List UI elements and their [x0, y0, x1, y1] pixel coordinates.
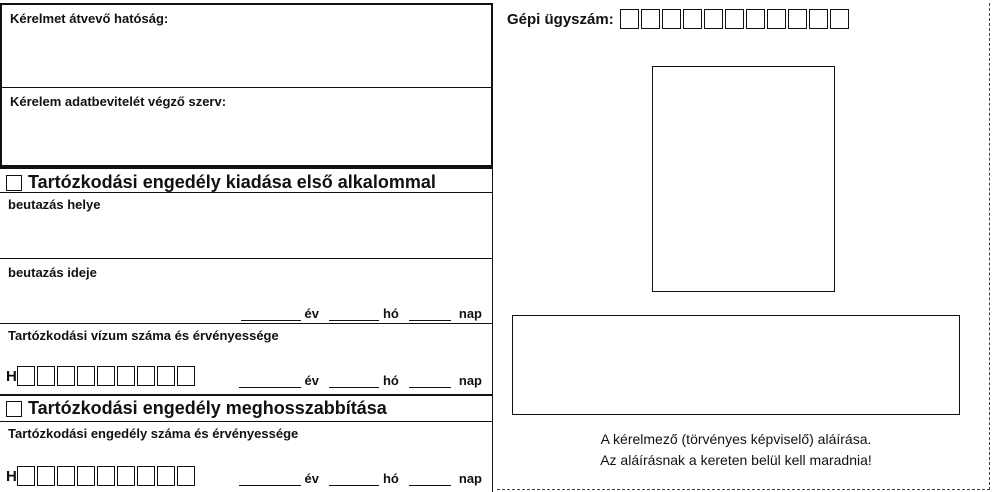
permit-month-input[interactable] — [329, 473, 379, 486]
permit-number-boxes — [6, 466, 197, 486]
visa-digit-box[interactable] — [117, 366, 135, 386]
first-issue-heading — [6, 172, 436, 193]
permit-digit-box[interactable] — [17, 466, 35, 486]
entry-place-field[interactable] — [0, 193, 493, 259]
permit-day-input[interactable] — [409, 473, 451, 486]
permit-digit-box[interactable] — [97, 466, 115, 486]
visa-digit-box[interactable] — [137, 366, 155, 386]
visa-digit-box[interactable] — [17, 366, 35, 386]
case-digit-box[interactable] — [788, 9, 807, 29]
entry-year-input[interactable] — [241, 308, 301, 321]
extension-label: Tartózkodási engedély meghosszabbítása — [28, 398, 387, 418]
case-digit-box[interactable] — [620, 9, 639, 29]
day-label: nap — [458, 471, 482, 486]
visa-number-field — [0, 324, 493, 396]
permit-number-label: Tartózkodási engedély száma és érvényessége — [8, 426, 299, 441]
permit-prefix: H — [6, 467, 17, 485]
entry-day-input[interactable] — [409, 308, 451, 321]
data-entry-body-label: Kérelem adatbevitelét végző szerv: — [10, 94, 227, 109]
case-digit-box[interactable] — [641, 9, 660, 29]
permit-digit-box[interactable] — [157, 466, 175, 486]
first-issue-row — [0, 167, 493, 193]
visa-number-boxes — [6, 366, 197, 386]
visa-month-input[interactable] — [329, 375, 379, 388]
permit-year-input[interactable] — [239, 473, 301, 486]
extension-heading — [6, 398, 387, 419]
month-label: hó — [382, 373, 399, 388]
permit-validity-inputs — [239, 471, 482, 486]
case-digit-box[interactable] — [746, 9, 765, 29]
day-label: nap — [458, 373, 482, 388]
entry-date-inputs — [241, 306, 482, 321]
permit-digit-box[interactable] — [117, 466, 135, 486]
case-digit-box[interactable] — [767, 9, 786, 29]
photo-frame[interactable] — [652, 66, 835, 292]
receiving-authority-label: Kérelmet átvevő hatóság: — [10, 11, 169, 26]
data-entry-body-field[interactable] — [0, 87, 493, 167]
permit-digit-box[interactable] — [77, 466, 95, 486]
permit-digit-box[interactable] — [177, 466, 195, 486]
case-digit-box[interactable] — [830, 9, 849, 29]
signature-box[interactable] — [512, 315, 960, 415]
case-number-row — [507, 9, 851, 29]
entry-date-label: beutazás ideje — [8, 265, 97, 280]
year-label: év — [304, 373, 319, 388]
visa-prefix: H — [6, 367, 17, 385]
entry-place-label: beutazás helye — [8, 197, 101, 212]
left-form-column — [0, 0, 495, 492]
receiving-authority-field[interactable] — [0, 3, 493, 87]
extension-row — [0, 396, 493, 422]
day-label: nap — [458, 306, 482, 321]
year-label: év — [304, 306, 319, 321]
visa-digit-box[interactable] — [37, 366, 55, 386]
case-digit-box[interactable] — [662, 9, 681, 29]
case-digit-box[interactable] — [725, 9, 744, 29]
case-digit-box[interactable] — [809, 9, 828, 29]
permit-digit-box[interactable] — [57, 466, 75, 486]
signature-caption-line1: A kérelmező (törvényes képviselő) aláírása. — [600, 431, 872, 447]
right-form-column — [497, 3, 990, 490]
permit-digit-box[interactable] — [37, 466, 55, 486]
entry-month-input[interactable] — [329, 308, 379, 321]
month-label: hó — [382, 471, 399, 486]
visa-number-label: Tartózkodási vízum száma és érvényessége — [8, 328, 279, 343]
visa-day-input[interactable] — [409, 375, 451, 388]
first-issue-label: Tartózkodási engedély kiadása első alkalommal — [28, 172, 436, 192]
visa-digit-box[interactable] — [97, 366, 115, 386]
case-digit-box[interactable] — [704, 9, 723, 29]
entry-date-field — [0, 259, 493, 324]
visa-digit-box[interactable] — [57, 366, 75, 386]
visa-digit-box[interactable] — [77, 366, 95, 386]
visa-digit-box[interactable] — [177, 366, 195, 386]
visa-validity-inputs — [239, 373, 482, 388]
visa-digit-box[interactable] — [157, 366, 175, 386]
extension-checkbox[interactable] — [6, 401, 22, 417]
first-issue-checkbox[interactable] — [6, 175, 22, 191]
permit-number-field — [0, 422, 493, 492]
permit-digit-box[interactable] — [137, 466, 155, 486]
case-number-label: Gépi ügyszám: — [507, 10, 614, 28]
year-label: év — [304, 471, 319, 486]
case-digit-box[interactable] — [683, 9, 702, 29]
visa-year-input[interactable] — [239, 375, 301, 388]
signature-caption-line2: Az aláírásnak a kereten belül kell maradnia! — [600, 452, 872, 468]
month-label: hó — [382, 306, 399, 321]
